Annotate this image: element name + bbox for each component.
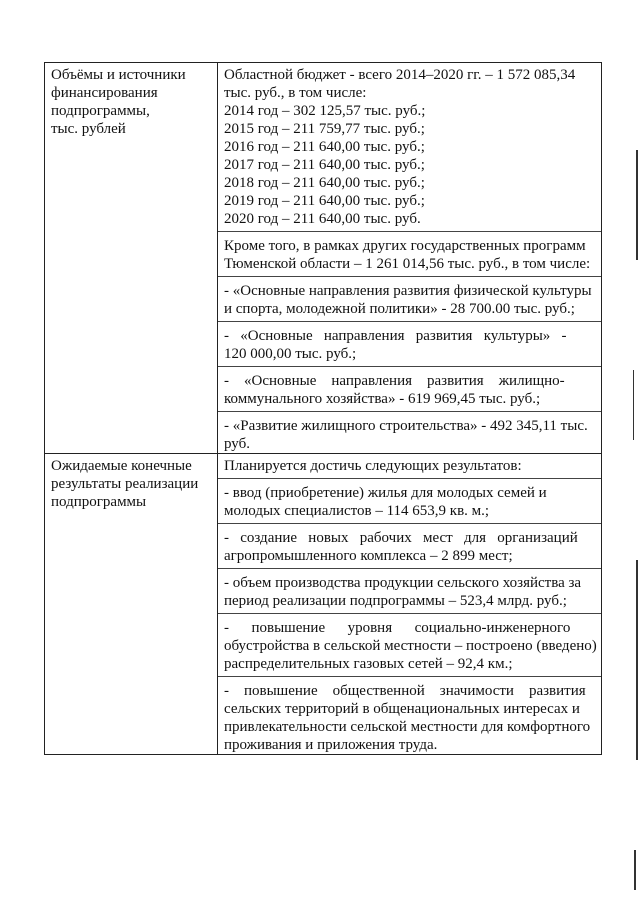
budget-year-line: 2014 год – 302 125,57 тыс. руб.;	[224, 103, 426, 119]
scan-artifact	[636, 150, 638, 260]
budget-total-line: Областной бюджет - всего 2014–2020 гг. – 1 572 085,34	[224, 67, 576, 83]
budget-year-line: 2020 год – 211 640,00 тыс. руб.	[224, 211, 421, 227]
budget-year-line: 2018 год – 211 640,00 тыс. руб.;	[224, 175, 425, 191]
budget-year-line: 2015 год – 211 759,77 тыс. руб.;	[224, 121, 425, 137]
results-label-line: Ожидаемые конечные	[51, 458, 192, 474]
other-programs-line: Кроме того, в рамках других государственных программ	[224, 238, 586, 254]
table-row-results	[45, 454, 602, 755]
program-item-line: коммунального хозяйства» - 619 969,45 тыс. руб.;	[224, 391, 541, 407]
results-intro-line: Планируется достичь следующих результатов:	[224, 458, 522, 474]
result-item-line: - повышение общественной значимости развития	[224, 683, 586, 699]
program-item-line: руб.	[224, 436, 250, 452]
scan-artifact	[633, 370, 634, 440]
financing-label-line: Объёмы и источники	[51, 67, 186, 83]
program-item-line: - «Основные направления развития жилищно-	[224, 373, 565, 389]
program-item-line: 120 000,00 тыс. руб.;	[224, 346, 357, 362]
budget-year-line: 2019 год – 211 640,00 тыс. руб.;	[224, 193, 425, 209]
budget-total-line: тыс. руб., в том числе:	[224, 85, 367, 101]
scan-artifact	[636, 560, 638, 760]
financing-label-line: тыс. рублей	[51, 121, 126, 137]
program-item-line: - «Развитие жилищного строительства» - 492 345,11 тыс.	[224, 418, 588, 434]
program-item-line: и спорта, молодежной политики» - 28 700.00 тыс. руб.;	[224, 301, 575, 317]
result-item-line: распределительных газовых сетей – 92,4 км.;	[224, 656, 513, 672]
program-item-line: - «Основные направления развития культуры» -	[224, 328, 567, 344]
program-item-line: - «Основные направления развития физической культуры	[224, 283, 592, 299]
result-item-line: проживания и приложения труда.	[224, 737, 438, 753]
financing-label-line: финансирования	[51, 85, 158, 101]
result-item-line: сельских территорий в общенациональных интересах и	[224, 701, 580, 717]
result-item-line: привлекательности сельской местности для комфортного	[224, 719, 591, 735]
result-item-line: - повышение уровня социально-инженерного	[224, 620, 571, 636]
subprogram-table	[44, 62, 602, 755]
result-item-line: агропромышленного комплекса – 2 899 мест;	[224, 548, 513, 564]
budget-year-line: 2016 год – 211 640,00 тыс. руб.;	[224, 139, 425, 155]
results-label-line: подпрограммы	[51, 494, 147, 510]
results-label-cell	[45, 454, 218, 755]
financing-label-line: подпрограммы,	[51, 103, 150, 119]
scan-artifact	[634, 850, 636, 890]
budget-year-line: 2017 год – 211 640,00 тыс. руб.;	[224, 157, 425, 173]
results-content-cell	[218, 454, 602, 755]
result-item-line: - создание новых рабочих мест для организаций	[224, 530, 578, 546]
result-item-line: - ввод (приобретение) жилья для молодых семей и	[224, 485, 547, 501]
result-item-line: период реализации подпрограммы – 523,4 млрд. руб.;	[224, 593, 567, 609]
result-item-line: молодых специалистов – 114 653,9 кв. м.;	[224, 503, 490, 519]
other-programs-line: Тюменской области – 1 261 014,56 тыс. руб., в том числе:	[224, 256, 591, 272]
financing-label-cell	[45, 63, 218, 454]
result-item-line: обустройства в сельской местности – построено (введено)	[224, 638, 597, 654]
results-label-line: результаты реализации	[51, 476, 199, 492]
financing-content-cell	[218, 63, 602, 454]
result-item-line: - объем производства продукции сельского хозяйства за	[224, 575, 582, 591]
table-row-financing	[45, 63, 602, 454]
